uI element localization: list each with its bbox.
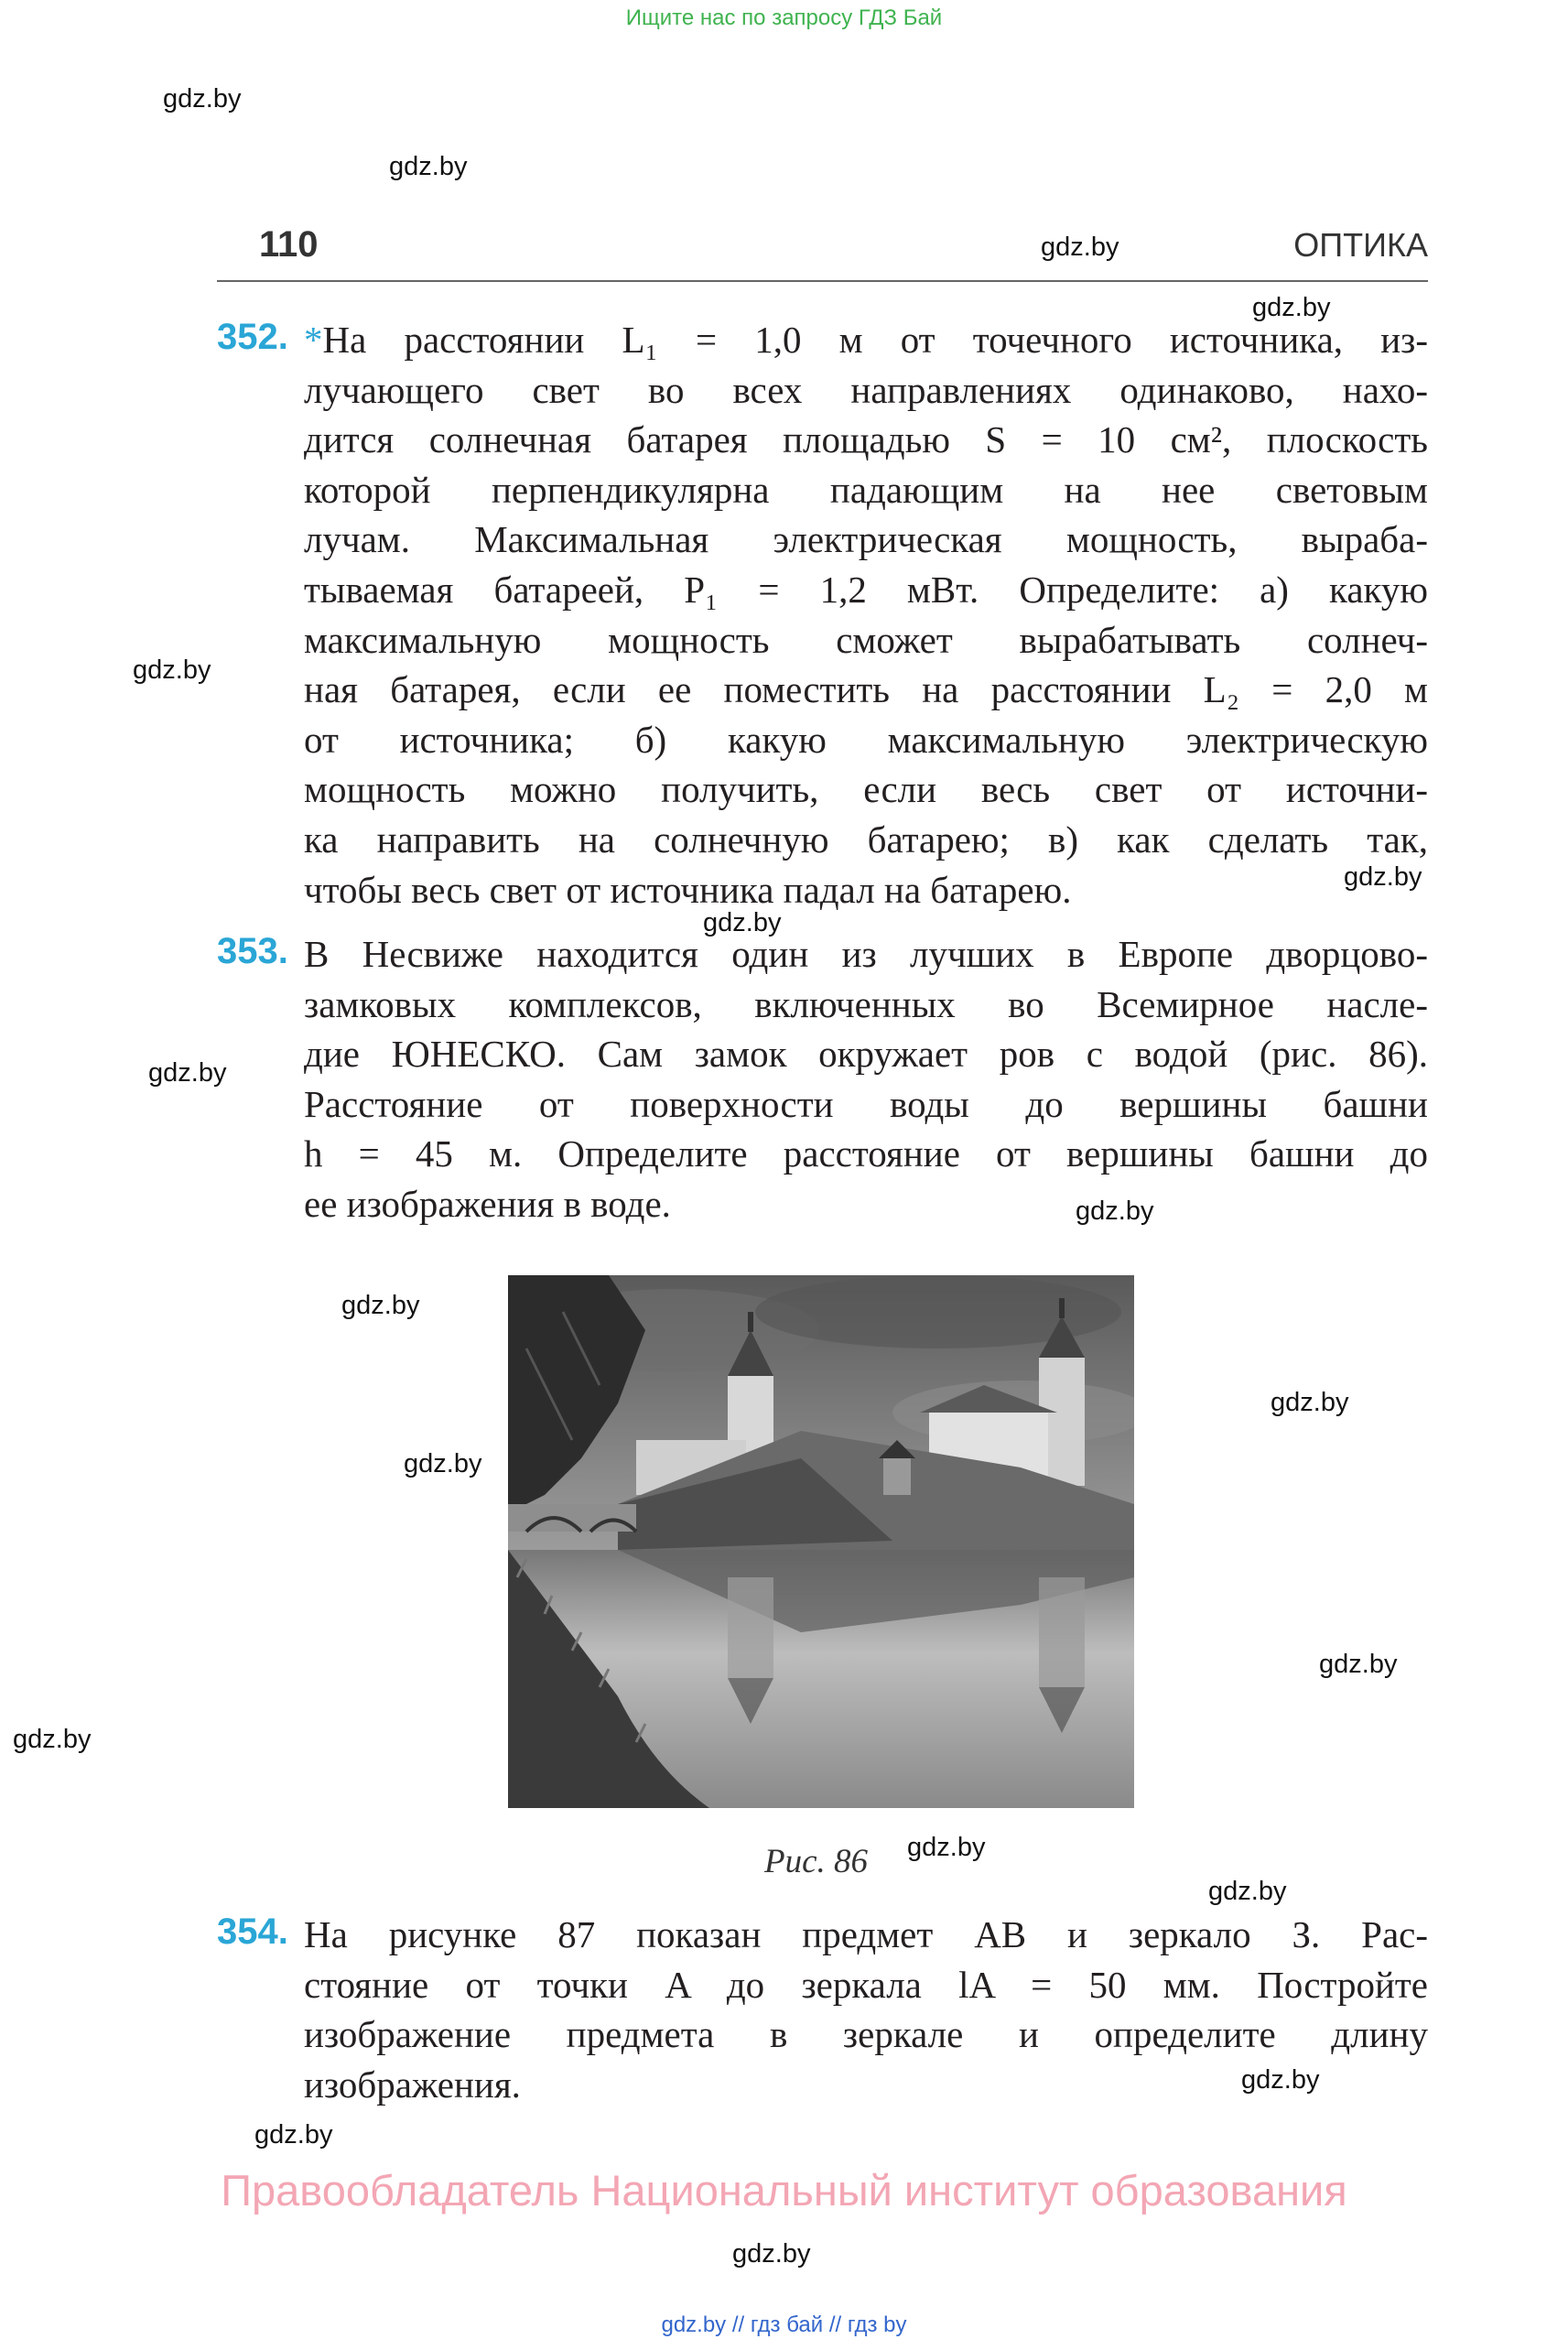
figure-caption: Рис. 86 [763, 1843, 869, 1880]
text-line: замковых комплексов, включенных во Всемирное насле- [304, 982, 1428, 1025]
watermark: gdz.by [732, 2239, 811, 2269]
copyright-notice: Правообладатель Национальный институт образования [221, 2166, 1347, 2215]
footer-links[interactable]: gdz.by // гдз бай // гдз by [661, 2312, 907, 2337]
watermark: gdz.by [703, 908, 782, 937]
watermark: gdz.by [1041, 233, 1119, 262]
header-rule [217, 280, 1428, 282]
watermark: gdz.by [341, 1291, 420, 1320]
text-line: Расстояние от поверхности воды до вершины башни [304, 1082, 1428, 1125]
text-line: изображения. [304, 2063, 521, 2106]
star-mark: * [304, 319, 323, 361]
text-line: ее изображения в воде. [304, 1182, 671, 1225]
watermark: gdz.by [1252, 293, 1331, 322]
problem-353-text [304, 929, 1428, 1229]
text-line: тываемая батареей, P₁ = 1,2 мВт. Определите: а) какую [304, 568, 1428, 611]
watermark: gdz.by [1344, 862, 1422, 892]
text-line: ная батарея, если ее поместить на расстоянии L₂ = 2,0 м [304, 668, 1428, 711]
section-title: ОПТИКА [1293, 226, 1428, 264]
watermark: gdz.by [133, 655, 211, 685]
text-line: от источника; б) какую максимальную электрическую [304, 718, 1428, 761]
watermark: gdz.by [1208, 1877, 1287, 1906]
problem-352-text [304, 315, 1428, 915]
text-line: максимальную мощность сможет вырабатывать солнеч- [304, 618, 1428, 661]
watermark: gdz.by [1076, 1197, 1154, 1226]
text-line: мощность можно получить, если весь свет от источни- [304, 768, 1428, 811]
watermark: gdz.by [163, 84, 242, 114]
watermark: gdz.by [1271, 1388, 1349, 1417]
page-number: 110 [259, 224, 319, 265]
text-line: На рисунке 87 показан предмет AB и зеркало З. Рас- [304, 1913, 1428, 1955]
text-line: которой перпендикулярна падающим на нее световым [304, 468, 1428, 511]
top-banner: Ищите нас по запросу ГДЗ Бай [625, 5, 943, 30]
problem-number: 353. [217, 931, 288, 971]
text-line: *На расстоянии L₁ = 1,0 м от точечного источника, из- [304, 319, 1428, 361]
problem-354-text [304, 1910, 1428, 2109]
text-line: дие ЮНЕСКО. Сам замок окружает ров с водой (рис. 86). [304, 1033, 1428, 1076]
text-line: лучам. Максимальная электрическая мощность, выраба- [304, 518, 1428, 561]
watermark: gdz.by [389, 152, 468, 181]
text-line: дится солнечная батарея площадью S = 10 см², плоскость [304, 418, 1428, 461]
watermark: gdz.by [907, 1833, 986, 1862]
text-line: стояние от точки A до зеркала lA = 50 мм. Постройте [304, 1963, 1428, 2006]
watermark: gdz.by [13, 1725, 92, 1754]
text-line: изображение предмета в зеркале и определите длину [304, 2013, 1428, 2056]
watermark: gdz.by [148, 1058, 227, 1088]
watermark: gdz.by [1319, 1650, 1398, 1679]
watermark: gdz.by [404, 1449, 482, 1478]
text-line: ка направить на солнечную батарею; в) как сделать так, [304, 818, 1428, 861]
watermark: gdz.by [1241, 2065, 1320, 2095]
castle-photo [508, 1275, 1134, 1808]
text-line: лучающего свет во всех направлениях одинаково, нахо- [304, 368, 1428, 411]
text-line: В Несвиже находится один из лучших в Европе дворцово- [304, 933, 1428, 975]
text-line: чтобы весь свет от источника падал на батарею. [304, 868, 1072, 911]
text-line: h = 45 м. Определите расстояние от вершины башни до [304, 1132, 1428, 1175]
problem-number: 352. [217, 317, 288, 357]
watermark: gdz.by [254, 2120, 333, 2150]
problem-number: 354. [217, 1911, 288, 1952]
